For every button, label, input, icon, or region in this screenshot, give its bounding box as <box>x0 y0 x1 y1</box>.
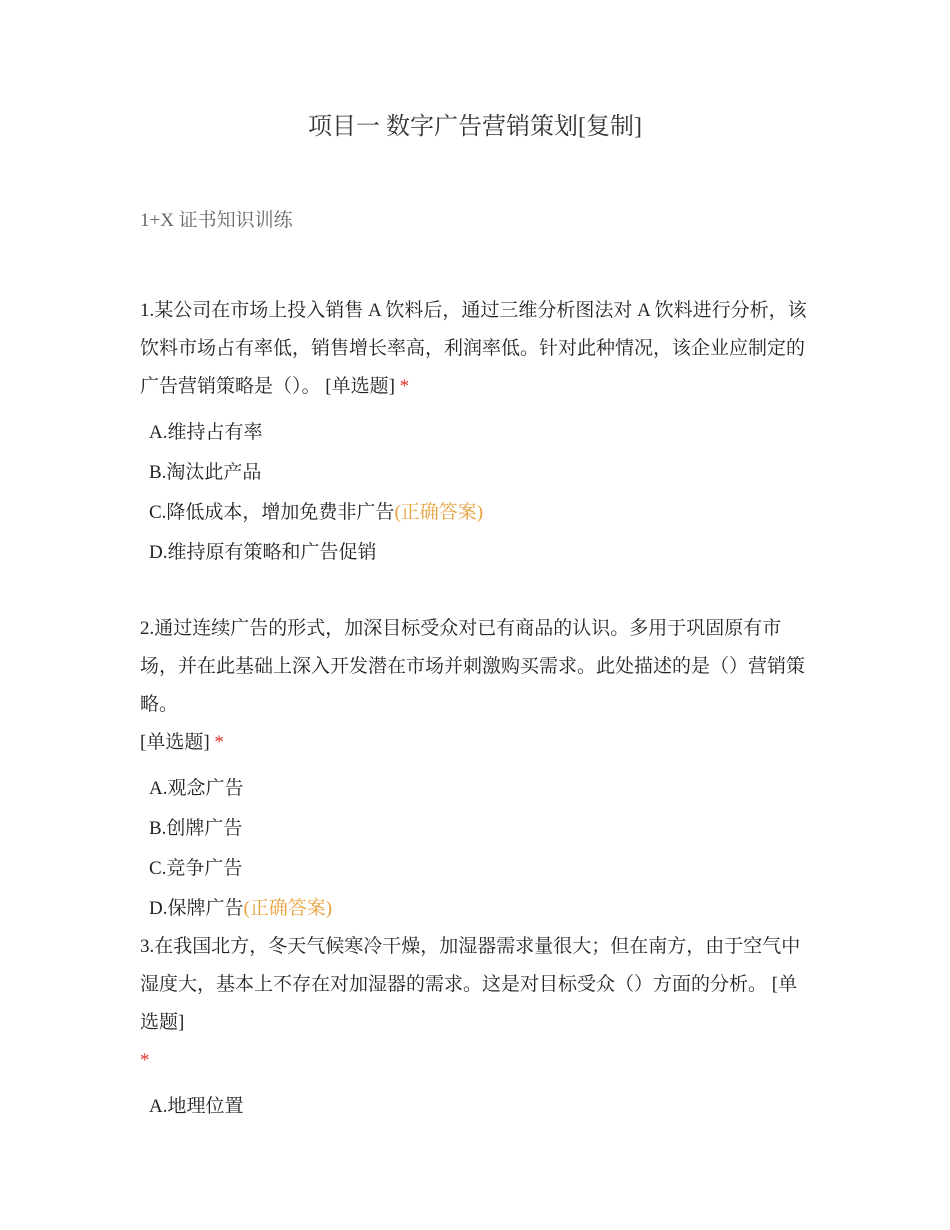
correct-answer-tag: (正确答案) <box>243 898 333 919</box>
option-a[interactable] <box>149 769 815 809</box>
question-type: [单选题] <box>140 974 798 1033</box>
option-label: A.地理位置 <box>149 1096 244 1117</box>
option-label: C.降低成本，增加免费非广告 <box>149 502 395 523</box>
required-mark: * <box>140 1050 150 1071</box>
question-stem <box>140 292 815 406</box>
question-text: 1.某公司在市场上投入销售 A 饮料后，通过三维分析图法对 A 饮料进行分析，该饮料市场占有率低，销售增长率高，利润率低。针对此种情况，该企业应制定的广告营销策略是（）。 <box>140 300 807 397</box>
required-mark: * <box>399 376 410 397</box>
section-heading: 1+X 证书知识训练 <box>140 210 293 231</box>
page-title: 项目一 数字广告营销策划[复制] <box>308 114 642 140</box>
option-label: C.竞争广告 <box>149 858 243 879</box>
option-label: B.创牌广告 <box>149 818 243 839</box>
option-label: B.淘汰此产品 <box>149 462 262 483</box>
question-text: 3.在我国北方，冬天气候寒冷干燥，加湿器需求量很大；但在南方，由于空气中湿度大，基本上不存在对加湿器的需求。这是对目标受众（）方面的分析。 <box>140 936 801 995</box>
required-mark: * <box>214 732 224 753</box>
option-a[interactable] <box>149 413 815 453</box>
question-3 <box>140 928 815 1127</box>
question-stem <box>140 928 815 1080</box>
option-b[interactable] <box>149 809 815 849</box>
question-type: [单选题] <box>325 376 395 397</box>
option-a[interactable] <box>149 1087 815 1127</box>
option-list <box>140 1087 815 1127</box>
option-c[interactable] <box>149 849 815 889</box>
question-stem <box>140 610 815 762</box>
option-d[interactable] <box>149 889 815 929</box>
option-list <box>140 413 815 573</box>
question-2 <box>140 610 815 929</box>
option-label: D.维持原有策略和广告促销 <box>149 542 377 563</box>
question-type: [单选题] <box>140 732 210 753</box>
option-label: D.保牌广告 <box>149 898 244 919</box>
question-1 <box>140 292 815 573</box>
option-list <box>140 769 815 929</box>
option-d[interactable] <box>149 533 815 573</box>
correct-answer-tag: (正确答案) <box>394 502 484 523</box>
option-b[interactable] <box>149 453 815 493</box>
question-text: 2.通过连续广告的形式，加深目标受众对已有商品的认识。多用于巩固原有市场，并在此基础上深入开发潜在市场并刺激购买需求。此处描述的是（）营销策略。 <box>140 618 806 715</box>
option-c[interactable] <box>149 493 815 533</box>
option-label: A.观念广告 <box>149 778 244 799</box>
option-label: A.维持占有率 <box>149 422 263 443</box>
